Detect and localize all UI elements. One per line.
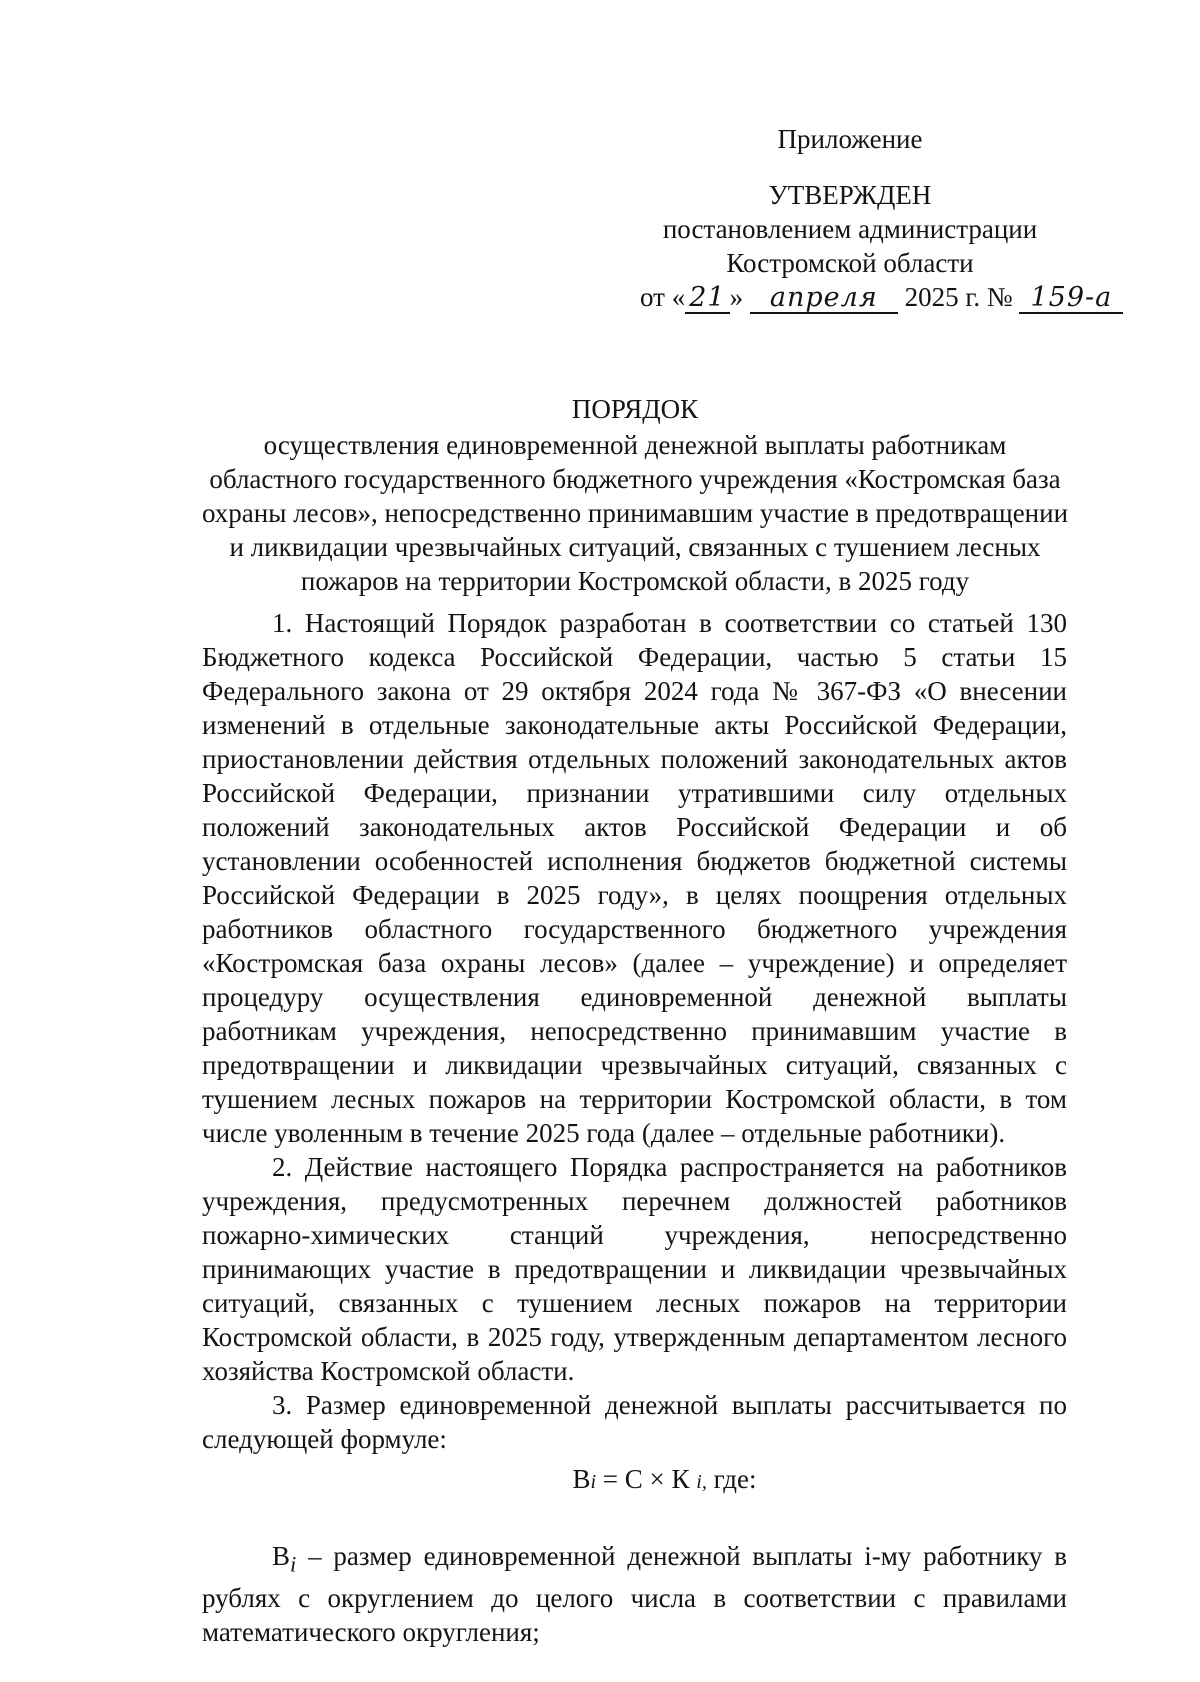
formula-lhs: В xyxy=(572,1464,591,1494)
definition-symbol: В xyxy=(272,1541,291,1571)
date-quote-close: » xyxy=(729,282,744,312)
approved-by-line-2: Костромской области xyxy=(726,248,974,278)
handwritten-day: 21 xyxy=(685,284,729,314)
formula-rhs-subscript: i, xyxy=(696,1471,707,1493)
definition-symbol-subscript: i xyxy=(290,1551,297,1577)
formula-tail: где: xyxy=(706,1464,757,1494)
approved-label: УТВЕРЖДЕН xyxy=(768,180,932,210)
resolution-date-line xyxy=(640,280,1113,314)
paragraph-3: 3. Размер единовременной денежной выплаты рассчитывается по следующей формуле: xyxy=(202,1390,1067,1454)
approval-block xyxy=(640,122,1113,314)
handwritten-doc-number: 159-а xyxy=(1019,284,1123,314)
approved-by-line-1: постановлением администрации xyxy=(662,214,1038,244)
formula-lhs-subscript: i xyxy=(590,1471,597,1493)
definition-text: – размер единовременной денежной выплаты i-му работнику в рублях с округлением до целого числа в соответствии с правилами математического округления; xyxy=(202,1541,1067,1648)
document-title-block xyxy=(200,392,1070,598)
paragraph-4-definition xyxy=(202,1539,1067,1649)
formula-rhs: = С × К xyxy=(596,1464,697,1494)
payment-formula xyxy=(262,1462,1067,1499)
handwritten-month: апреля xyxy=(750,284,898,314)
date-year: 2025 г. № xyxy=(904,282,1013,312)
annex-label: Приложение xyxy=(777,124,923,154)
document-subtitle: осуществления единовременной денежной выплаты работникам областного государственного бюджетного учреждения «Костромская база охраны лесов», непосредственно принимавшим участие в предотвращении и ликвидации чрезвычайных ситуаций, связанных с тушением лесных пожаров на территории Костромской области, в 2025 году xyxy=(201,430,1069,596)
date-prefix: от « xyxy=(640,282,686,312)
document-body xyxy=(202,606,1067,1649)
document-heading: ПОРЯДОК xyxy=(571,394,699,424)
paragraph-1: 1. Настоящий Порядок разработан в соответствии со статьей 130 Бюджетного кодекса Российской Федерации, частью 5 статьи 15 Федерального закона от 29 октября 2024 года № 367-ФЗ «О внесении изменений в отдельные законодательные акты Российской Федерации, приостановлении действия отдельных положений законодательных актов Российской Федерации, признании утратившими силу отдельных положений законодательных актов Российской Федерации и об установлении особенностей исполнения бюджетов бюджетной системы Российской Федерации в 2025 году», в целях поощрения отдельных работников областного государственного бюджетного учреждения «Костромская база охраны лесов» (далее – учреждение) и определяет процедуру осуществления единовременной денежной выплаты работникам учреждения, непосредственно принимавшим участие в предотвращении и ликвидации чрезвычайных ситуаций, связанных с тушением лесных пожаров на территории Костромской области, в том числе уволенным в течение 2025 года (далее – отдельные работники). xyxy=(202,608,1067,1148)
paragraph-2: 2. Действие настоящего Порядка распространяется на работников учреждения, предусмотренных перечнем должностей работников пожарно-химических станций учреждения, непосредственно принимающих участие в предотвращении и ликвидации чрезвычайных ситуаций, связанных с тушением лесных пожаров на территории Костромской области, в 2025 году, утвержденным департаментом лесного хозяйства Костромской области. xyxy=(202,1152,1067,1386)
